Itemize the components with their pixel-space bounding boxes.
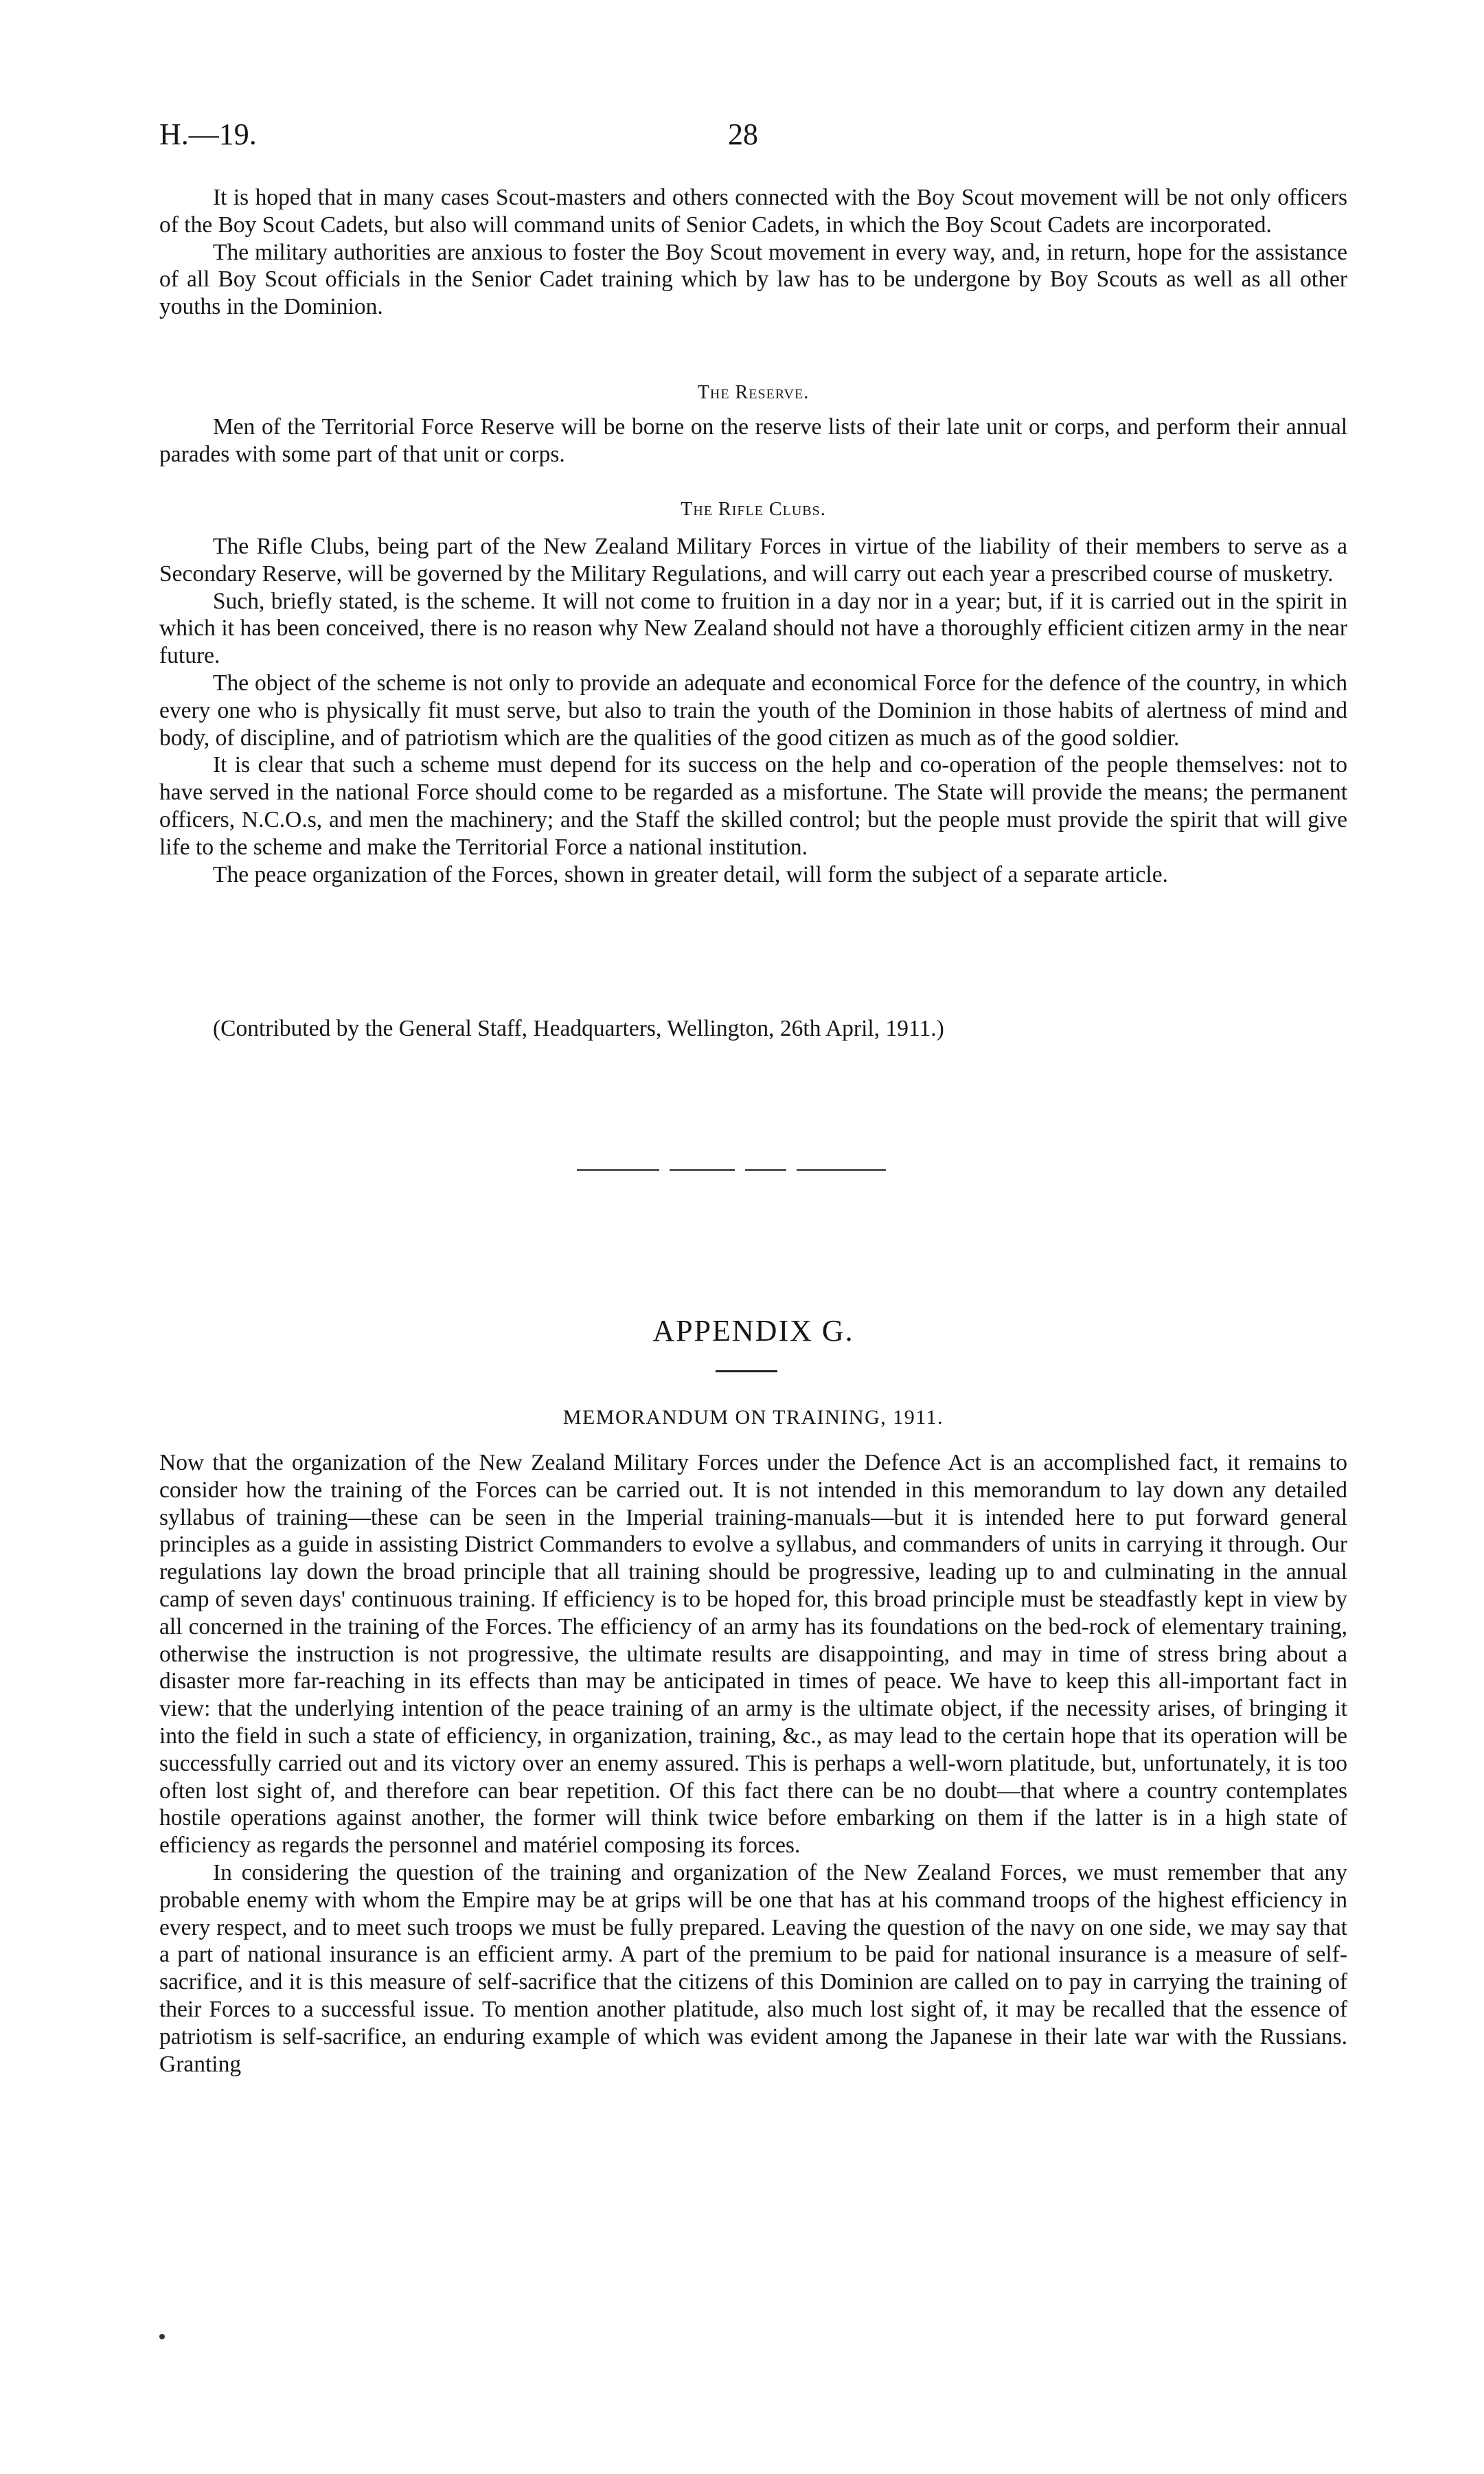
paragraph: It is clear that such a scheme must depend for its success on the help and co-operation of the people themselves: not to have served in the national Force should come to be regarded as a misfortune. The State will provide the means; the permanent officers, N.C.O.s, and men the machinery; and the Staff the skilled control; but the people must provide the spirit that will give life to the scheme and make the Territorial Force a national institution. [159,752,1347,860]
separator-dash [797,1169,886,1171]
paragraph: The object of the scheme is not only to provide an adequate and economical Force for the defence of the country, in which every one who is physically fit must serve, but also to train the youth of the Dominion in those habits of alertness of mind and body, of discipline, and of patriotism which are the qualities of the good citizen as much as of the good soldier. [159,670,1347,751]
paragraph: The peace organization of the Forces, shown in greater detail, will form the subject of a separate article. [213,861,1168,887]
reserve-section [159,413,1347,468]
paragraph: Such, briefly stated, is the scheme. It will not come to fruition in a day nor in a year; but, if it is carried out in the spirit in which it has been conceived, there is no reason why New Zealand should not have a thoroughly efficient citizen army in the near future. [159,588,1347,669]
section-heading-rifle-clubs: The Rifle Clubs. [681,499,826,520]
document-reference: H.—19. [159,117,257,151]
title-rule [716,1370,777,1372]
paragraph: It is hoped that in many cases Scout-masters and others connected with the Boy Scout movement will be not only officers of the Boy Scout Cadets, but also will command units of Senior Cadets, in which the Boy Scout Cadets are incorporated. [159,185,1347,238]
separator-dash [577,1169,659,1171]
paragraph: The Rifle Clubs, being part of the New Zealand Military Forces in virtue of the liability of their members to serve as a Secondary Reserve, will be governed by the Military Regulations, and will carry out each year a prescribed course of musketry. [159,534,1347,587]
attribution: (Contributed by the General Staff, Headquarters, Wellington, 26th April, 1911.) [213,1016,944,1041]
rifle-clubs-section [159,533,1347,888]
page-number: 28 [728,117,758,151]
separator-dash [670,1169,735,1171]
separator-dash [745,1169,786,1171]
memorandum-body [159,1449,1347,2078]
scout-section [159,184,1347,321]
appendix-title: APPENDIX G. [652,1314,854,1348]
paragraph: Now that the organization of the New Zealand Military Forces under the Defence Act is an accomplished fact, it remains to consider how the training of the Forces can be carried out. It is not intended in this memorandum to lay down any detailed syllabus of training—these can be seen in the Imperial training-manuals—but it is intended here to put forward general principles as a guide in assisting District Commanders to evolve a syllabus, and commanders of units in carrying it through. Our regulations lay down the broad principle that all training should be progressive, leading up to and culminating in the annual camp of seven days' continuous training. If efficiency is to be hoped for, this broad principle must be steadfastly kept in view by all concerned in the training of the Forces. The efficiency of an army has its foundations on the bed-rock of elementary training, otherwise the instruction is not progressive, the ultimate results are disappointing, and may in time of stress bring about a disaster more far-reaching in its effects than may be anticipated in times of peace. We have to keep this all-important fact in view: that the underlying intention of the peace training of an army is the ultimate object, if the necessity arises, of bringing it into the field in such a state of efficiency, in organization, training, &c., as may lead to the certain hope that its operation will be successfully carried out and its victory over an enemy assured. This is perhaps a well-worn platitude, but, unfortunately, it is too often lost sight of, and therefore can bear repetition. Of this fact there can be no doubt—that where a country contemplates hostile operations against another, the former will think twice before embarking on them if the latter is in a high state of efficiency as regards the personnel and matériel composing its forces. [159,1450,1347,1859]
paragraph: In considering the question of the training and organization of the New Zealand Forces, we must remember that any probable enemy with whom the Empire may be at grips will be one that has at his command troops of the highest efficiency in every respect, and to meet such troops we must be fully prepared. Leaving the question of the navy on one side, we may say that a part of national insurance is an efficient army. A part of the premium to be paid for national insurance is a measure of self-sacrifice, and it is this measure of self-sacrifice that the citizens of this Dominion are called on to pay in carrying the training of their Forces to a successful issue. To mention another platitude, also much lost sight of, it may be recalled that the essence of patriotism is self-sacrifice, an enduring example of which was evident among the Japanese in their late war with the Russians. Granting [159,1859,1347,2077]
paragraph: Men of the Territorial Force Reserve will be borne on the reserve lists of their late unit or corps, and perform their annual parades with some part of that unit or corps. [159,414,1347,467]
page-mark [159,2334,165,2339]
memorandum-title: MEMORANDUM ON TRAINING, 1911. [562,1406,944,1429]
section-heading-reserve: The Reserve. [697,382,810,403]
paragraph: The military authorities are anxious to foster the Boy Scout movement in every way, and, in return, hope for the assistance of all Boy Scout officials in the Senior Cadet training which by law has to be undergone by Boy Scouts as well as all other youths in the Dominion. [159,239,1347,320]
